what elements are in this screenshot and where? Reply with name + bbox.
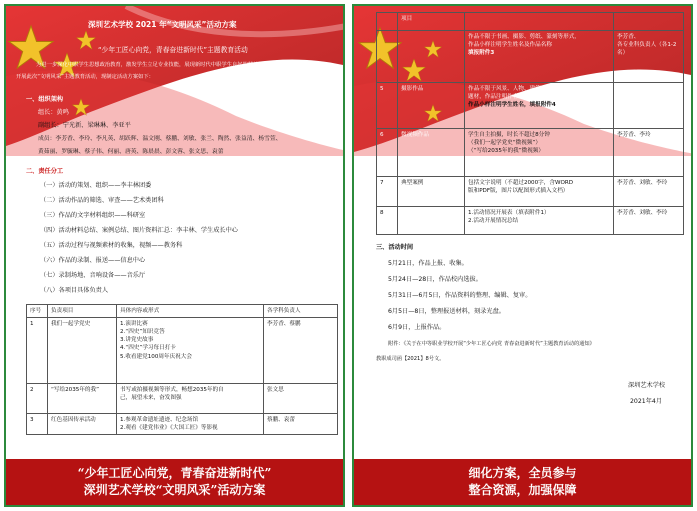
signature-date: 2021年4月 <box>630 398 663 405</box>
caption-line-2: 整合资源，加强保障 <box>468 483 577 497</box>
duty-item: （七）录制场地、音响设备——音乐厅 <box>40 272 146 279</box>
section-time-heading: 三、活动时间 <box>376 244 414 251</box>
schedule-item: 5月21日，作品上报、收集。 <box>388 260 468 267</box>
table-row <box>27 414 338 435</box>
section-duty-heading: 二、责任分工 <box>26 168 64 175</box>
row-owner: 蔡鹏、袁蕾 <box>264 414 338 435</box>
row-owner: 李芳香、蔡鹏 <box>264 318 338 384</box>
row-owner: 李芳香、刘敏、李玲 <box>614 177 684 207</box>
row-content: 包括文字说明（不超过2000字，含WORD 版和PDF版，图片以配图形式插入文档） <box>465 177 614 207</box>
caption-line-2: 深圳艺术学校“文明风采”活动方案 <box>83 483 266 497</box>
duty-item: （六）作品的录制、报送——信息中心 <box>40 257 146 264</box>
row-project <box>398 31 465 83</box>
duty-item: （三）作品的文字材料组织——科研室 <box>40 212 146 219</box>
row-number: 1 <box>27 318 48 384</box>
row-owner: 李芳香、刘敏、李玲 <box>614 207 684 235</box>
col-header: 序号 <box>27 305 48 318</box>
intro-line-1: 为进一步深化中职学生思想政治教育，激发学生立足专业技能，展现新时代中职学生良好的精神风貌，特 <box>36 62 280 68</box>
row-number: 3 <box>27 414 48 435</box>
left-caption-banner <box>6 459 343 505</box>
table-header-row <box>27 305 338 318</box>
caption-line-1: 细化方案，全员参与 <box>468 466 577 480</box>
row-number: 6 <box>377 129 398 177</box>
org-members-line-2: 黄茹丽、罗毓琳、蔡子伟、何丽、唐英、陈晨晨、彭文蓉、张文思、袁蕾 <box>38 149 224 155</box>
row-content: 作品不限于风景、人物、建筑、民俗文化等 题材，作品注明作者姓名与作品名称 作品小样注明学生姓名，填报附件4 <box>465 83 614 129</box>
row-number: 2 <box>27 384 48 414</box>
row-number <box>377 31 398 83</box>
org-deputy: 副组长：宁光新、梁琳琳、李亚平 <box>38 122 131 129</box>
col-header: 负责项目 <box>48 305 117 318</box>
col-header: 具体内容或形式 <box>117 305 264 318</box>
row-project <box>398 207 465 235</box>
table-row <box>27 384 338 414</box>
schedule-item: 6月5日—8日，整理报送材料，刻录光盘。 <box>388 308 505 315</box>
row-project: “写给2035年的我” <box>48 384 117 414</box>
row-content: 作品不限于书画、摄影、剪纸、篆刻等形式， 作品小样注明学生姓名及作品名称 填报附件3 <box>465 31 614 83</box>
schedule-item: 5月24日—28日，作品校内选拔。 <box>388 276 482 283</box>
duty-item: （四）活动材料总结、案例总结、图片资料汇总：李丰林、学生成长中心 <box>40 227 238 234</box>
schedule-item: 6月9日，上报作品。 <box>388 324 446 331</box>
schedule-item: 5月31日—6月5日，作品资料的整理、编辑、复审。 <box>388 292 532 299</box>
row-content: 1.演讲比赛 2.“四史”知识竞答 3.讲党史故事 4.“四史”学习每日打卡 5.收看建党100周年庆祝大会 <box>117 318 264 384</box>
duty-item: （一）活动的策划、组织——李丰林团委 <box>40 182 152 189</box>
right-caption-banner <box>354 459 691 505</box>
attachment-note: 附件：《关于在中等职业学校开展“少年工匠心向党 青春奋进新时代”主题教育活动的通知》 <box>388 341 595 347</box>
intro-line-2: 开展此次“文明风采”主题教育活动，现制定活动方案如下： <box>16 74 154 80</box>
row-content: 1.参观革命遗址遗迹、纪念场馆 2.观看《建党伟业》《大国工匠》等影视 <box>117 414 264 435</box>
row-owner: 李芳香、李玲 <box>614 129 684 177</box>
row-owner: 张文思 <box>264 384 338 414</box>
row-project: 我们一起学党史 <box>48 318 117 384</box>
doc-title: 深圳艺术学校 2021 年“文明风采”活动方案 <box>88 20 237 29</box>
duty-item: （五）活动过程与视频素材的收集，视频——教务科 <box>40 242 183 249</box>
table-row <box>377 207 684 235</box>
right-document-panel <box>352 4 693 507</box>
doc-subtitle: “少年工匠心向党，青春奋进新时代”主题教育活动 <box>98 46 248 54</box>
col-header <box>377 13 398 31</box>
col-header <box>465 13 614 31</box>
left-document-panel <box>4 4 345 507</box>
project-table <box>376 12 684 235</box>
signature: 深圳艺术学校 <box>628 382 666 389</box>
org-lead: 组长：黄鸣 <box>38 109 69 116</box>
row-owner: 李芳香、 各专业科负责人（各1-2名） <box>614 31 684 83</box>
row-content: 1.活动情况开展表（填表附件1） 2.活动开展情况总结 <box>465 207 614 235</box>
table-header-row <box>377 13 684 31</box>
table-row <box>377 129 684 177</box>
row-content: 学生自主拍摄，时长不超过8分钟 （我们一起学党史“微视频”） （“写给2035年的我”微视频） <box>465 129 614 177</box>
table-row <box>377 83 684 129</box>
section-org-heading: 一、组织架构 <box>26 96 64 103</box>
row-owner: 李芳香、刘敏 <box>614 83 684 129</box>
table-row <box>27 318 338 384</box>
row-number: 8 <box>377 207 398 235</box>
col-header: 项目 <box>398 13 465 31</box>
col-header <box>614 13 684 31</box>
duty-table <box>26 304 338 435</box>
duty-item: （八）各项目具体负责人 <box>40 287 109 294</box>
attachment-note-ref: 教职成司函【2021】8号文。 <box>376 356 445 362</box>
row-project: 典型案例 <box>398 177 465 207</box>
duty-item: （二）活动作品的筛选、审查——艺术类团科 <box>40 197 164 204</box>
caption-line-1: “少年工匠心向党，青春奋进新时代” <box>77 466 272 480</box>
row-project: 微视频作品 <box>398 129 465 177</box>
row-number: 7 <box>377 177 398 207</box>
table-row <box>377 177 684 207</box>
table-row <box>377 31 684 83</box>
row-project: 摄影作品 <box>398 83 465 129</box>
col-header: 各学科负责人 <box>264 305 338 318</box>
row-number: 5 <box>377 83 398 129</box>
org-members-line-1: 成员：李芳香、李玲、李凡英、胡跃辉、温文刚、蔡鹏、刘敏、张兰、陶然、张益清、杨雪萱、 <box>38 136 282 142</box>
row-project: 红色基因传承活动 <box>48 414 117 435</box>
row-content: 书写或拍摄视频等形式，畅想2035年的自 己，展望未来，奋发图强 <box>117 384 264 414</box>
